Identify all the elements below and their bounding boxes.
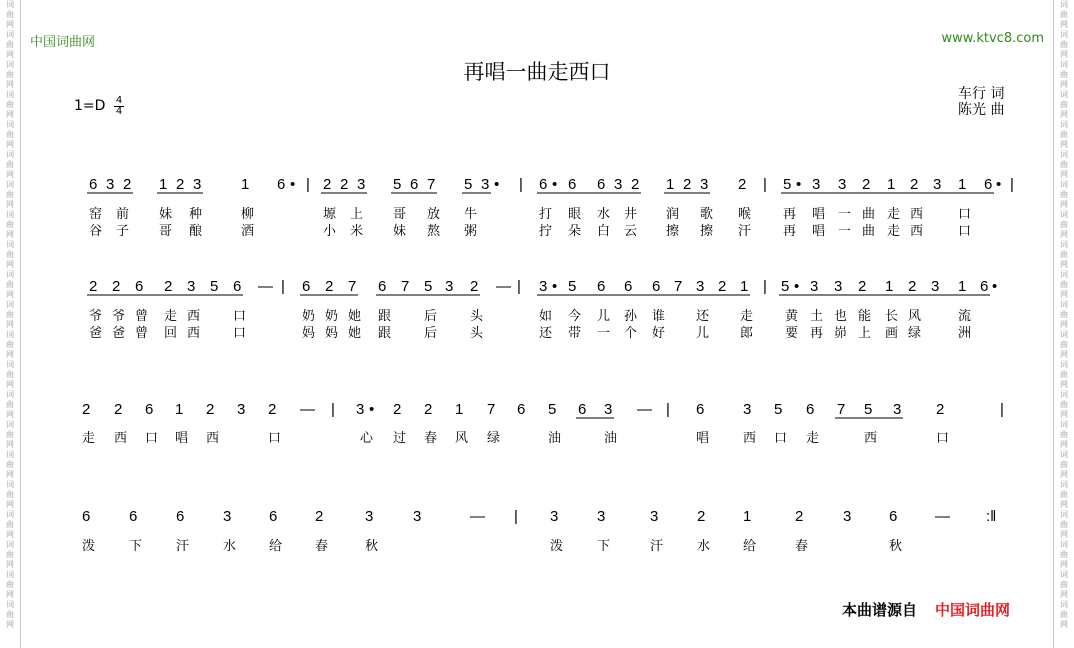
lyric-verse-2: 拧 (539, 224, 553, 239)
note: 6 (269, 508, 278, 525)
footer-source-site: 中国词曲网 (935, 601, 1011, 619)
note: • (996, 176, 1002, 193)
lyric: 眼 (568, 207, 582, 222)
lyric: 西 (206, 431, 220, 446)
lyric: 风 (455, 431, 469, 446)
lyric: 放 (427, 207, 441, 222)
note: 5 (464, 176, 473, 193)
note: 2 (718, 278, 727, 295)
lyric: 奶 (302, 309, 316, 324)
site-url-right: www.ktvc8.com (941, 31, 1044, 46)
lyric: 风 (908, 309, 922, 324)
lyric-verse-2: 带 (568, 326, 582, 341)
lyric-verse-2: 口 (233, 326, 247, 341)
note: 3 (413, 508, 422, 525)
note: 6 (82, 508, 91, 525)
note-dash: — (300, 401, 315, 418)
lyric: 柳 (241, 207, 255, 222)
lyricist-credit: 车行 词 (958, 86, 1005, 102)
note: 1 (887, 176, 896, 193)
lyric: 油 (604, 431, 618, 446)
lyric: 汗 (650, 539, 664, 554)
lyric: 她 (348, 309, 362, 324)
note: 3 (838, 176, 847, 193)
lyric: 种 (189, 207, 203, 222)
lyric: 西 (743, 431, 757, 446)
lyric: 泼 (82, 539, 96, 554)
note-dash: — (935, 508, 950, 525)
note: 3 (604, 401, 613, 418)
note: 2 (631, 176, 640, 193)
lyric-verse-2: 西 (910, 224, 924, 239)
time-top: 4 (115, 95, 123, 106)
lyric: 秋 (889, 539, 903, 554)
lyric-verse-2: 口 (958, 224, 972, 239)
note: 2 (89, 278, 98, 295)
footer-source-label: 本曲谱源自 (842, 601, 918, 619)
lyric-verse-2: 跟 (378, 326, 392, 341)
lyric: 爷 (89, 309, 103, 324)
lyric: 泼 (550, 539, 564, 554)
lyric-verse-2: 白 (597, 224, 611, 239)
note: 5 (864, 401, 873, 418)
lyric-verse-2: 洲 (958, 326, 972, 341)
lyric-verse-2: 再 (783, 224, 797, 239)
lyric-verse-2: 再 (810, 326, 824, 341)
note: • (369, 401, 375, 418)
lyric: 口 (774, 431, 788, 446)
lyric-verse-2: 哥 (159, 224, 173, 239)
lyric: 走 (806, 431, 820, 446)
lyric: 头 (470, 309, 484, 324)
lyric: 绿 (487, 431, 501, 446)
note: 3 (539, 278, 548, 295)
note: 2 (936, 401, 945, 418)
note: 3 (223, 508, 232, 525)
lyric: 润 (666, 207, 680, 222)
lyric: 妹 (159, 207, 173, 222)
lyric: 流 (958, 309, 972, 324)
note: 6 (624, 278, 633, 295)
lyric-verse-2: 画 (885, 326, 899, 341)
lyric-verse-2: 后 (424, 326, 438, 341)
lyric-verse-2: 唱 (812, 224, 826, 239)
note: 2 (325, 278, 334, 295)
note: 3 (106, 176, 115, 193)
lyric: 长 (885, 309, 899, 324)
lyric: 土 (810, 309, 824, 324)
note: 6 (277, 176, 286, 193)
lyric: 爷 (112, 309, 126, 324)
bar-line: | (517, 278, 521, 295)
lyric: 过 (393, 431, 407, 446)
note: 1 (159, 176, 168, 193)
note: 6 (89, 176, 98, 193)
note: 6 (129, 508, 138, 525)
lyric: 心 (360, 431, 374, 446)
note: 1 (455, 401, 464, 418)
note: 3 (193, 176, 202, 193)
note: • (552, 278, 558, 295)
lyric: 儿 (597, 309, 611, 324)
note: 2 (683, 176, 692, 193)
lyric-verse-2: 头 (470, 326, 484, 341)
lyric: 曲 (862, 207, 876, 222)
lyric: 水 (223, 539, 237, 554)
lyric: 跟 (378, 309, 392, 324)
lyric: 还 (696, 309, 710, 324)
lyric-verse-2: 酒 (241, 224, 255, 239)
lyric-verse-2: 熬 (427, 224, 441, 239)
lyric: 后 (424, 309, 438, 324)
lyric: 汗 (176, 539, 190, 554)
note: • (552, 176, 558, 193)
lyric-verse-2: 朵 (568, 224, 582, 239)
note: 6 (539, 176, 548, 193)
lyric: 孙 (624, 309, 638, 324)
note: 6 (135, 278, 144, 295)
note: 7 (427, 176, 436, 193)
lyric: 也 (834, 309, 848, 324)
site-name-left: 中国词曲网 (30, 35, 96, 50)
note: 6 (568, 176, 577, 193)
note: • (992, 278, 998, 295)
note: 2 (738, 176, 747, 193)
note-dash: — (470, 508, 485, 525)
note: 1 (175, 401, 184, 418)
note: • (794, 278, 800, 295)
note: 3 (696, 278, 705, 295)
lyric-verse-2: 云 (624, 224, 638, 239)
note: 5 (783, 176, 792, 193)
lyric: 井 (624, 207, 638, 222)
note: :‖ (986, 508, 997, 525)
lyric-verse-2: 擦 (666, 224, 680, 239)
lyric-verse-2: 好 (652, 326, 666, 341)
note: 3 (357, 176, 366, 193)
lyric-verse-2: 妈 (325, 326, 339, 341)
lyric: 口 (268, 431, 282, 446)
note: 3 (650, 508, 659, 525)
bar-line: | (666, 401, 670, 418)
bar-line: | (306, 176, 310, 193)
lyric-verse-2: 回 (164, 326, 178, 341)
note: 3 (743, 401, 752, 418)
note: 1 (958, 278, 967, 295)
note: 2 (910, 176, 919, 193)
note-dash: — (637, 401, 652, 418)
lyric: 塬 (323, 207, 337, 222)
note: 6 (517, 401, 526, 418)
lyric: 歌 (700, 207, 714, 222)
lyric-verse-2: 西 (187, 326, 201, 341)
bar-line: | (763, 176, 767, 193)
note: 6 (145, 401, 154, 418)
note: 3 (700, 176, 709, 193)
lyric: 前 (116, 207, 130, 222)
note: 3 (893, 401, 902, 418)
lyric-verse-2: 粥 (464, 224, 478, 239)
note: 3 (481, 176, 490, 193)
note: 1 (885, 278, 894, 295)
note: 5 (548, 401, 557, 418)
bar-line: | (514, 508, 518, 525)
lyric: 打 (539, 207, 553, 222)
note: 3 (187, 278, 196, 295)
lyric: 春 (795, 539, 809, 554)
lyric: 唱 (812, 207, 826, 222)
right-side-watermark: 词曲网词曲网词曲网词曲网词曲网词曲网词曲网词曲网词曲网词曲网词曲网词曲网词曲网词曲网词曲网词曲网词曲网词曲网词曲网词曲网词曲网 (1060, 0, 1068, 629)
lyric: 西 (187, 309, 201, 324)
note: 5 (210, 278, 219, 295)
bar-line: | (1010, 176, 1014, 193)
lyric: 西 (114, 431, 128, 446)
note: 2 (908, 278, 917, 295)
lyric-verse-2: 还 (539, 326, 553, 341)
lyric-verse-2: 妹 (393, 224, 407, 239)
lyric-verse-2: 她 (348, 326, 362, 341)
lyric: 下 (129, 539, 143, 554)
lyric-verse-2: 要 (785, 326, 799, 341)
lyric: 哥 (393, 207, 407, 222)
lyric: 口 (936, 431, 950, 446)
note: 6 (233, 278, 242, 295)
note: 7 (401, 278, 410, 295)
lyric-verse-2: 一 (838, 224, 852, 239)
lyric-verse-2: 爸 (89, 326, 103, 341)
lyric: 走 (887, 207, 901, 222)
lyric-verse-2: 谷 (89, 224, 103, 239)
note: 2 (697, 508, 706, 525)
lyric-verse-2: 绿 (908, 326, 922, 341)
bar-line: | (281, 278, 285, 295)
note-dash: — (496, 278, 511, 295)
lyric: 曾 (135, 309, 149, 324)
note: 2 (123, 176, 132, 193)
lyric: 喉 (738, 207, 752, 222)
lyric-verse-2: 个 (624, 326, 638, 341)
lyric: 唱 (696, 431, 710, 446)
note: 3 (365, 508, 374, 525)
song-title: 再唱一曲走西口 (463, 60, 611, 84)
note: 2 (323, 176, 332, 193)
note: 3 (237, 401, 246, 418)
note: 5 (781, 278, 790, 295)
note: 3 (812, 176, 821, 193)
note: 3 (445, 278, 454, 295)
note: • (290, 176, 296, 193)
lyric-verse-2: 汗 (738, 224, 752, 239)
note: 2 (470, 278, 479, 295)
lyric: 春 (315, 539, 329, 554)
note: 2 (206, 401, 215, 418)
composer-credit: 陈光 曲 (958, 102, 1005, 118)
note: 5 (393, 176, 402, 193)
lyric: 西 (910, 207, 924, 222)
note: 6 (597, 278, 606, 295)
lyric: 西 (864, 431, 878, 446)
note: 2 (114, 401, 123, 418)
lyric-verse-2: 子 (116, 224, 130, 239)
lyric-verse-2: 儿 (696, 326, 710, 341)
note: 2 (176, 176, 185, 193)
note: 7 (837, 401, 846, 418)
note: 3 (834, 278, 843, 295)
lyric-verse-2: 米 (350, 224, 364, 239)
lyric-verse-2: 郎 (740, 326, 754, 341)
note: 3 (931, 278, 940, 295)
note: 7 (674, 278, 683, 295)
note: • (494, 176, 500, 193)
note: 3 (843, 508, 852, 525)
lyric: 再 (783, 207, 797, 222)
note: 2 (862, 176, 871, 193)
lyric: 走 (740, 309, 754, 324)
bar-line: | (331, 401, 335, 418)
lyric-verse-2: 一 (597, 326, 611, 341)
lyric: 春 (424, 431, 438, 446)
note: 2 (858, 278, 867, 295)
note: 7 (348, 278, 357, 295)
lyric-verse-2: 妈 (302, 326, 316, 341)
note: 6 (378, 278, 387, 295)
bar-line: | (1000, 401, 1004, 418)
note: 2 (795, 508, 804, 525)
note: 6 (578, 401, 587, 418)
lyric-verse-2: 爸 (112, 326, 126, 341)
lyric: 油 (548, 431, 562, 446)
bar-line: | (519, 176, 523, 193)
lyric: 如 (539, 309, 553, 324)
lyric-verse-2: 曾 (135, 326, 149, 341)
lyric: 走 (164, 309, 178, 324)
note: 3 (597, 508, 606, 525)
lyric: 水 (597, 207, 611, 222)
lyric: 口 (233, 309, 247, 324)
bar-line: | (763, 278, 767, 295)
lyric: 上 (350, 207, 364, 222)
note: 6 (302, 278, 311, 295)
note: 3 (810, 278, 819, 295)
note: 2 (82, 401, 91, 418)
lyric: 走 (82, 431, 96, 446)
lyric: 奶 (325, 309, 339, 324)
note: 1 (241, 176, 250, 193)
lyric: 一 (838, 207, 852, 222)
note: 2 (112, 278, 121, 295)
lyric: 今 (568, 309, 582, 324)
left-side-watermark: 词曲网词曲网词曲网词曲网词曲网词曲网词曲网词曲网词曲网词曲网词曲网词曲网词曲网词曲网词曲网词曲网词曲网词曲网词曲网词曲网词曲网 (6, 0, 14, 629)
note: 2 (340, 176, 349, 193)
note: 2 (315, 508, 324, 525)
lyric-verse-2: 小 (323, 224, 337, 239)
note: 6 (980, 278, 989, 295)
note: 6 (652, 278, 661, 295)
note: 3 (356, 401, 365, 418)
note: 2 (164, 278, 173, 295)
note: 6 (984, 176, 993, 193)
note: 5 (774, 401, 783, 418)
footer-source (842, 599, 1010, 620)
note: 6 (696, 401, 705, 418)
note: 2 (393, 401, 402, 418)
key-signature: 1=D (74, 98, 106, 114)
lyric: 给 (269, 539, 283, 554)
lyric: 窑 (89, 207, 103, 222)
note: 6 (597, 176, 606, 193)
note: 1 (740, 278, 749, 295)
lyric: 下 (597, 539, 611, 554)
note: 3 (614, 176, 623, 193)
lyric-verse-2: 酿 (189, 224, 203, 239)
lyric-verse-2: 峁 (834, 326, 848, 341)
note: 3 (550, 508, 559, 525)
note: 1 (958, 176, 967, 193)
note: 1 (743, 508, 752, 525)
note: 1 (666, 176, 675, 193)
lyric: 唱 (175, 431, 189, 446)
note: 5 (424, 278, 433, 295)
note: 6 (176, 508, 185, 525)
lyric: 谁 (652, 309, 666, 324)
lyric: 牛 (464, 207, 478, 222)
note: 7 (487, 401, 496, 418)
note: • (796, 176, 802, 193)
lyric: 黄 (785, 309, 799, 324)
lyric: 口 (958, 207, 972, 222)
time-bottom: 4 (115, 106, 123, 117)
lyric: 能 (858, 309, 872, 324)
note: 3 (933, 176, 942, 193)
lyric-verse-2: 曲 (862, 224, 876, 239)
lyric: 口 (145, 431, 159, 446)
note: 6 (410, 176, 419, 193)
lyric-verse-2: 走 (887, 224, 901, 239)
note: 6 (806, 401, 815, 418)
lyric-verse-2: 上 (858, 326, 872, 341)
lyric: 给 (743, 539, 757, 554)
note: 5 (568, 278, 577, 295)
note: 2 (268, 401, 277, 418)
lyric-verse-2: 擦 (700, 224, 714, 239)
lyric: 秋 (365, 539, 379, 554)
note-dash: — (258, 278, 273, 295)
lyric: 水 (697, 539, 711, 554)
note: 6 (889, 508, 898, 525)
note: 2 (424, 401, 433, 418)
